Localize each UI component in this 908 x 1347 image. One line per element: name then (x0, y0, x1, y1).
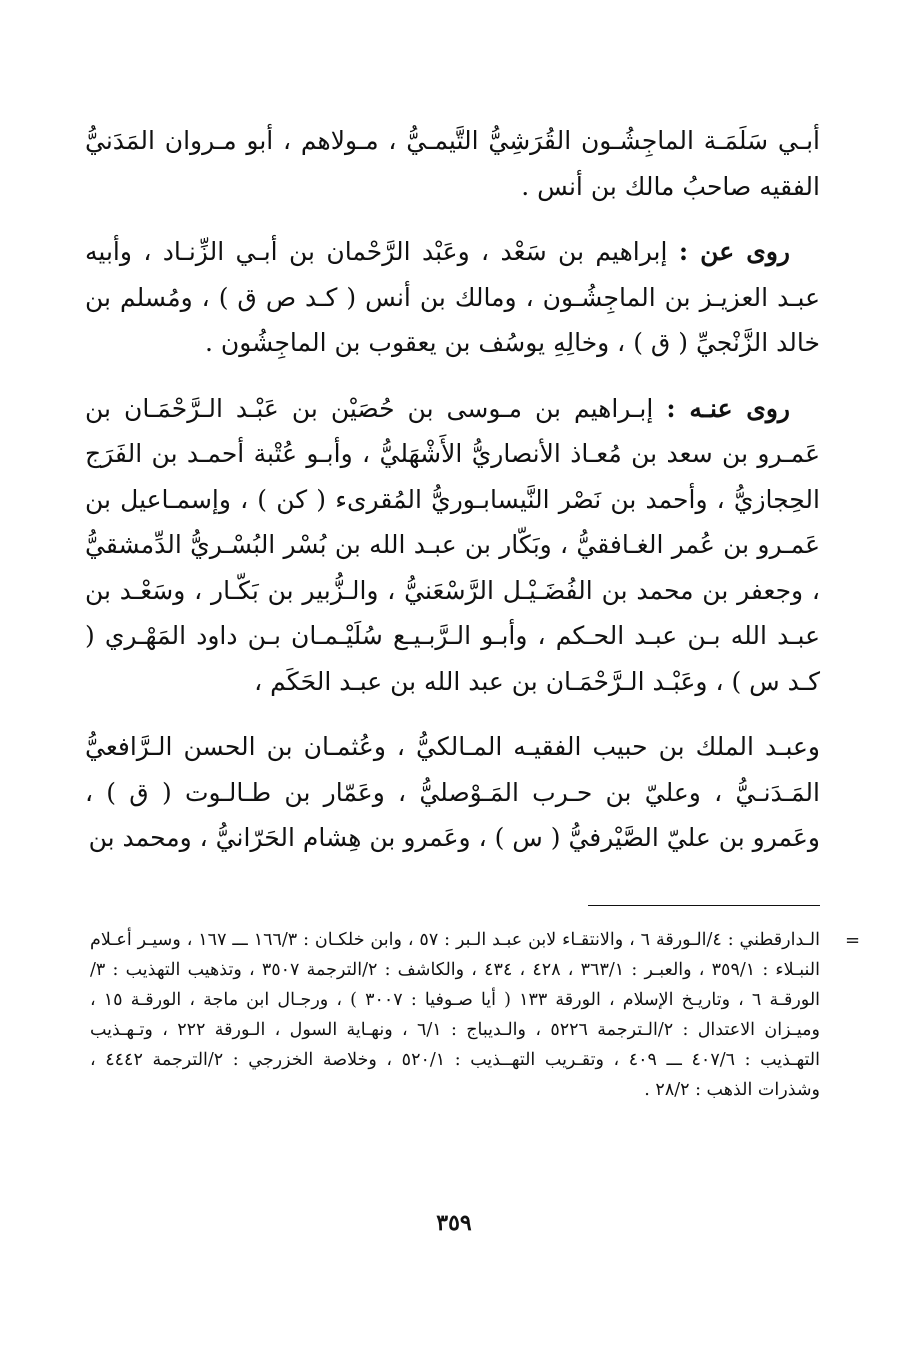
narrated-from-text: إبراهيم بن سَعْد ، وعَبْد الرَّحْمان بن أبـي الزِّنـاد ، وأبيه عبـد العزيـز بن الماجِشُـون ، ومالك بن أنس ( كـد ص ق ) ، ومُسلم بن خالد الزَّنْجيِّ ( ق ) ، وخالِهِ يوسُف بن يعقوب بن الماجِشُون . (85, 237, 820, 357)
paragraph-continuation-text: وعبـد الملك بن حبيب الفقيـه المـالكيُّ ، وعُثمـان بن الحسن الـرَّافعيُّ المَـدَنـيُّ ، وعليّ بن حـرب المَـوْصليُّ ، وعَمّار بن طـالـوت ( ق ) ، وعَمرو بن عليّ الصَّيْرفيُّ ( س ) ، وعَمرو بن هِشام الحَرّانيُّ ، ومحمد بن (85, 732, 820, 852)
paragraph-intro-text: أبـي سَلَمَـة الماجِشُـون القُرَشِيُّ التَّيمـيُّ ، مـولاهم ، أبو مـروان المَدَنيُّ الفقيه صاحبُ مالك بن أنس . (85, 126, 820, 201)
paragraph-continuation (85, 724, 820, 861)
narrated-by-text: إبـراهيم بن مـوسى بن حُصَيْن بن عَبْـد الـرَّحْمَـان بن عَمـرو بن سعد بن مُعـاذ الأنصاريُّ الأَشْهَليُّ ، وأبـو عُتْبة أحمـد بن الفَرَج الحِجازيُّ ، وأحمد بن نَصْر النَّيسابـوريُّ المُقرىء ( كن ) ، وإسمـاعيل بن عَمـرو بن عُمر الغـافقيُّ ، وبَكّار بن عبـد الله بن بُسْر البُسْـريُّ الدِّمشقيُّ ، وجعفر بن محمد بن الفُضَـيْـل الرَّسْعَنيُّ ، والـزُّبير بن بَكّـار ، وسَعْـد بن عبـد الله بـن عبـد الحـكم ، وأبـو الـرَّبـيـع سُلَيْـمـان بـن داود المَهْـري ( كـد س ) ، وعَبْـد الـرَّحْمَـان بن عبد الله بن عبـد الحَكَم ، (85, 393, 820, 696)
paragraph-narrated-from (85, 229, 820, 366)
paragraph-narrated-by (85, 386, 820, 705)
paragraph-intro (85, 118, 820, 209)
main-text-body (85, 118, 820, 881)
page-number: ٣٥٩ (436, 1210, 472, 1236)
narrated-from-heading: روى عن : (678, 237, 790, 266)
footnote-text: الـدارقطني : ٤/الـورقة ٦ ، والانتقـاء لابن عبـد الـبر : ٥٧ ، وابن خلكـان : ١٦٦/٣ ـــ ١٦٧ ، وسيـر أعـلام النبـلاء : ٣٥٩/١ ، والعبـر : ٣٦٣/١ ، ٤٢٨ ، ٤٣٤ ، والكاشف : ٢/الترجمة ٣٥٠٧ ، وتذهيب التهذيب : ٣/الورقـة ٦ ، وتاريـخ الإسلام ، الورقة ١٣٣ ( أيا صـوفيا : ٣٠٠٧ ) ، ورجـال ابن ماجة ، الورقـة ١٥ ، وميـزان الاعتدال : ٢/الـترجمة ٥٢٢٦ ، والـديباج : ٦/١ ، ونهـاية السول ، الـورقة ٢٢٢ ، وتـهـذيب التهـذيب : ٤٠٧/٦ ـــ ٤٠٩ ، وتقـريب التهــذيب : ٥٢٠/١ ، وخلاصة الخزرجي : ٢/الترجمة ٤٤٤٢ ، وشذرات الذهب : ٢٨/٢ . (90, 930, 821, 1100)
continuation-mark: = (845, 930, 861, 951)
footnote-separator (588, 905, 820, 906)
narrated-by-heading: روى عنـه : (666, 393, 790, 423)
